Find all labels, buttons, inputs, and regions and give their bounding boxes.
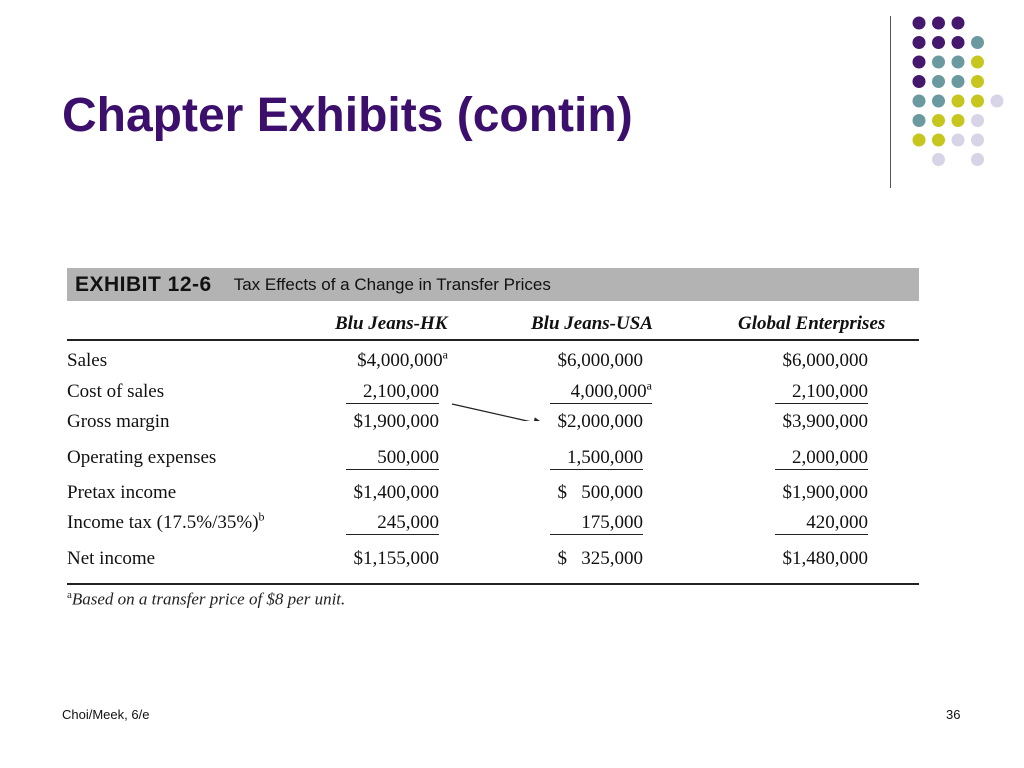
- cell-value: 500,000: [377, 447, 439, 468]
- decor-dot: [932, 17, 945, 30]
- cell-value: $4,000,000: [357, 350, 443, 371]
- cell-value: $3,900,000: [782, 411, 868, 432]
- table-row: [67, 347, 919, 378]
- cell-value: 175,000: [581, 512, 643, 533]
- decor-dot: [952, 56, 965, 69]
- exhibit-table: [67, 268, 919, 609]
- table-cell: [550, 447, 643, 470]
- decor-dot: [913, 56, 926, 69]
- table-cell: [775, 447, 868, 470]
- table-cell: [558, 350, 644, 372]
- cell-value: 1,500,000: [567, 447, 643, 468]
- table-cell: [346, 381, 439, 404]
- table-cell: [346, 512, 439, 535]
- row-label: [67, 482, 176, 504]
- row-label: [67, 548, 155, 570]
- footnote-text: Based on a transfer price of $8 per unit.: [71, 589, 346, 609]
- decor-dot: [952, 95, 965, 108]
- decor-dot: [952, 75, 965, 88]
- decor-dot: [932, 134, 945, 147]
- row-label-text: Cost of sales: [67, 381, 165, 402]
- table-row: [67, 447, 919, 475]
- table-footnote: [67, 589, 345, 610]
- row-label-text: Income tax (17.5%/35%): [67, 512, 259, 533]
- decor-dot: [932, 114, 945, 127]
- row-label-text: Operating expenses: [67, 447, 217, 468]
- row-label-text: Pretax income: [67, 482, 177, 503]
- decor-dot: [952, 36, 965, 49]
- row-label: [67, 381, 164, 403]
- table-cell: [558, 411, 644, 433]
- table-cell: [783, 548, 869, 570]
- cell-value: $6,000,000: [782, 350, 868, 371]
- table-row: [67, 378, 919, 409]
- cell-value: $1,900,000: [353, 411, 439, 432]
- table-cell: [354, 482, 440, 504]
- footnote-marker: a: [442, 347, 448, 362]
- decor-dot: [932, 75, 945, 88]
- table-cell: [775, 381, 868, 404]
- table-cell: [550, 512, 643, 535]
- cell-value: 420,000: [806, 512, 868, 533]
- table-cell: [550, 378, 652, 404]
- row-label-text: Sales: [67, 350, 108, 371]
- decor-dot: [952, 17, 965, 30]
- row-label-text: Gross margin: [67, 411, 170, 432]
- table-row: [67, 482, 919, 510]
- slide-title: Chapter Exhibits (contin): [62, 89, 633, 142]
- footnote-marker: a: [67, 589, 72, 601]
- cell-value: 2,100,000: [792, 381, 868, 402]
- decor-dot: [952, 114, 965, 127]
- cell-value: $1,155,000: [353, 548, 439, 569]
- column-header-usa: Blu Jeans-USA: [531, 313, 653, 334]
- decor-dot: [932, 153, 945, 166]
- footnote-marker: a: [646, 378, 652, 393]
- decor-dot: [932, 95, 945, 108]
- decor-dot: [952, 134, 965, 147]
- row-label: [67, 509, 265, 534]
- table-row: [67, 411, 919, 439]
- table-bottom-rule: [67, 583, 919, 585]
- cell-value: $6,000,000: [557, 350, 643, 371]
- cell-value: $2,000,000: [557, 411, 643, 432]
- decor-dot: [971, 95, 984, 108]
- decor-dot: [971, 134, 984, 147]
- cell-value: $1,400,000: [353, 482, 439, 503]
- decor-dot: [971, 36, 984, 49]
- decor-dot: [913, 134, 926, 147]
- table-cell: [354, 548, 440, 570]
- cell-value: 2,000,000: [792, 447, 868, 468]
- exhibit-title: Tax Effects of a Change in Transfer Prices: [233, 274, 551, 294]
- table-cell: [775, 512, 868, 535]
- row-label: [67, 447, 216, 469]
- cell-value: $1,900,000: [782, 482, 868, 503]
- decor-dot: [913, 114, 926, 127]
- table-cell: [783, 350, 869, 372]
- table-row: [67, 548, 919, 576]
- cell-value: 245,000: [377, 512, 439, 533]
- table-body: [67, 301, 919, 609]
- decor-dot: [971, 153, 984, 166]
- cell-value: $ 500,000: [557, 482, 643, 503]
- cell-value: 4,000,000: [570, 381, 647, 402]
- page-number: 36: [946, 707, 961, 722]
- table-cell: [357, 347, 448, 372]
- decor-dot: [932, 56, 945, 69]
- decor-dot: [971, 114, 984, 127]
- decor-dot: [971, 75, 984, 88]
- table-row: [67, 509, 919, 540]
- exhibit-header: [67, 268, 919, 301]
- decor-dot: [932, 36, 945, 49]
- table-cell: [783, 411, 869, 433]
- table-cell: [558, 482, 644, 504]
- footer-source: Choi/Meek, 6/e: [62, 707, 150, 722]
- decor-dot: [991, 95, 1004, 108]
- exhibit-number: EXHIBIT 12-6: [75, 272, 212, 296]
- cell-value: $ 325,000: [557, 548, 643, 569]
- row-label: [67, 350, 107, 372]
- decor-dot: [913, 17, 926, 30]
- table-cell: [354, 411, 440, 433]
- footnote-marker: b: [258, 509, 265, 524]
- cell-value: 2,100,000: [363, 381, 439, 402]
- row-label-text: Net income: [67, 548, 156, 569]
- decor-dot: [913, 36, 926, 49]
- dot-grid-decoration: [0, 0, 1024, 200]
- table-cell: [558, 548, 644, 570]
- decor-dot: [913, 75, 926, 88]
- table-cell: [346, 447, 439, 470]
- decor-dot: [913, 95, 926, 108]
- column-header-hk: Blu Jeans-HK: [335, 313, 448, 334]
- decor-dot: [971, 56, 984, 69]
- column-header-global: Global Enterprises: [738, 313, 886, 334]
- cell-value: $1,480,000: [782, 548, 868, 569]
- row-label: [67, 411, 170, 433]
- table-cell: [783, 482, 869, 504]
